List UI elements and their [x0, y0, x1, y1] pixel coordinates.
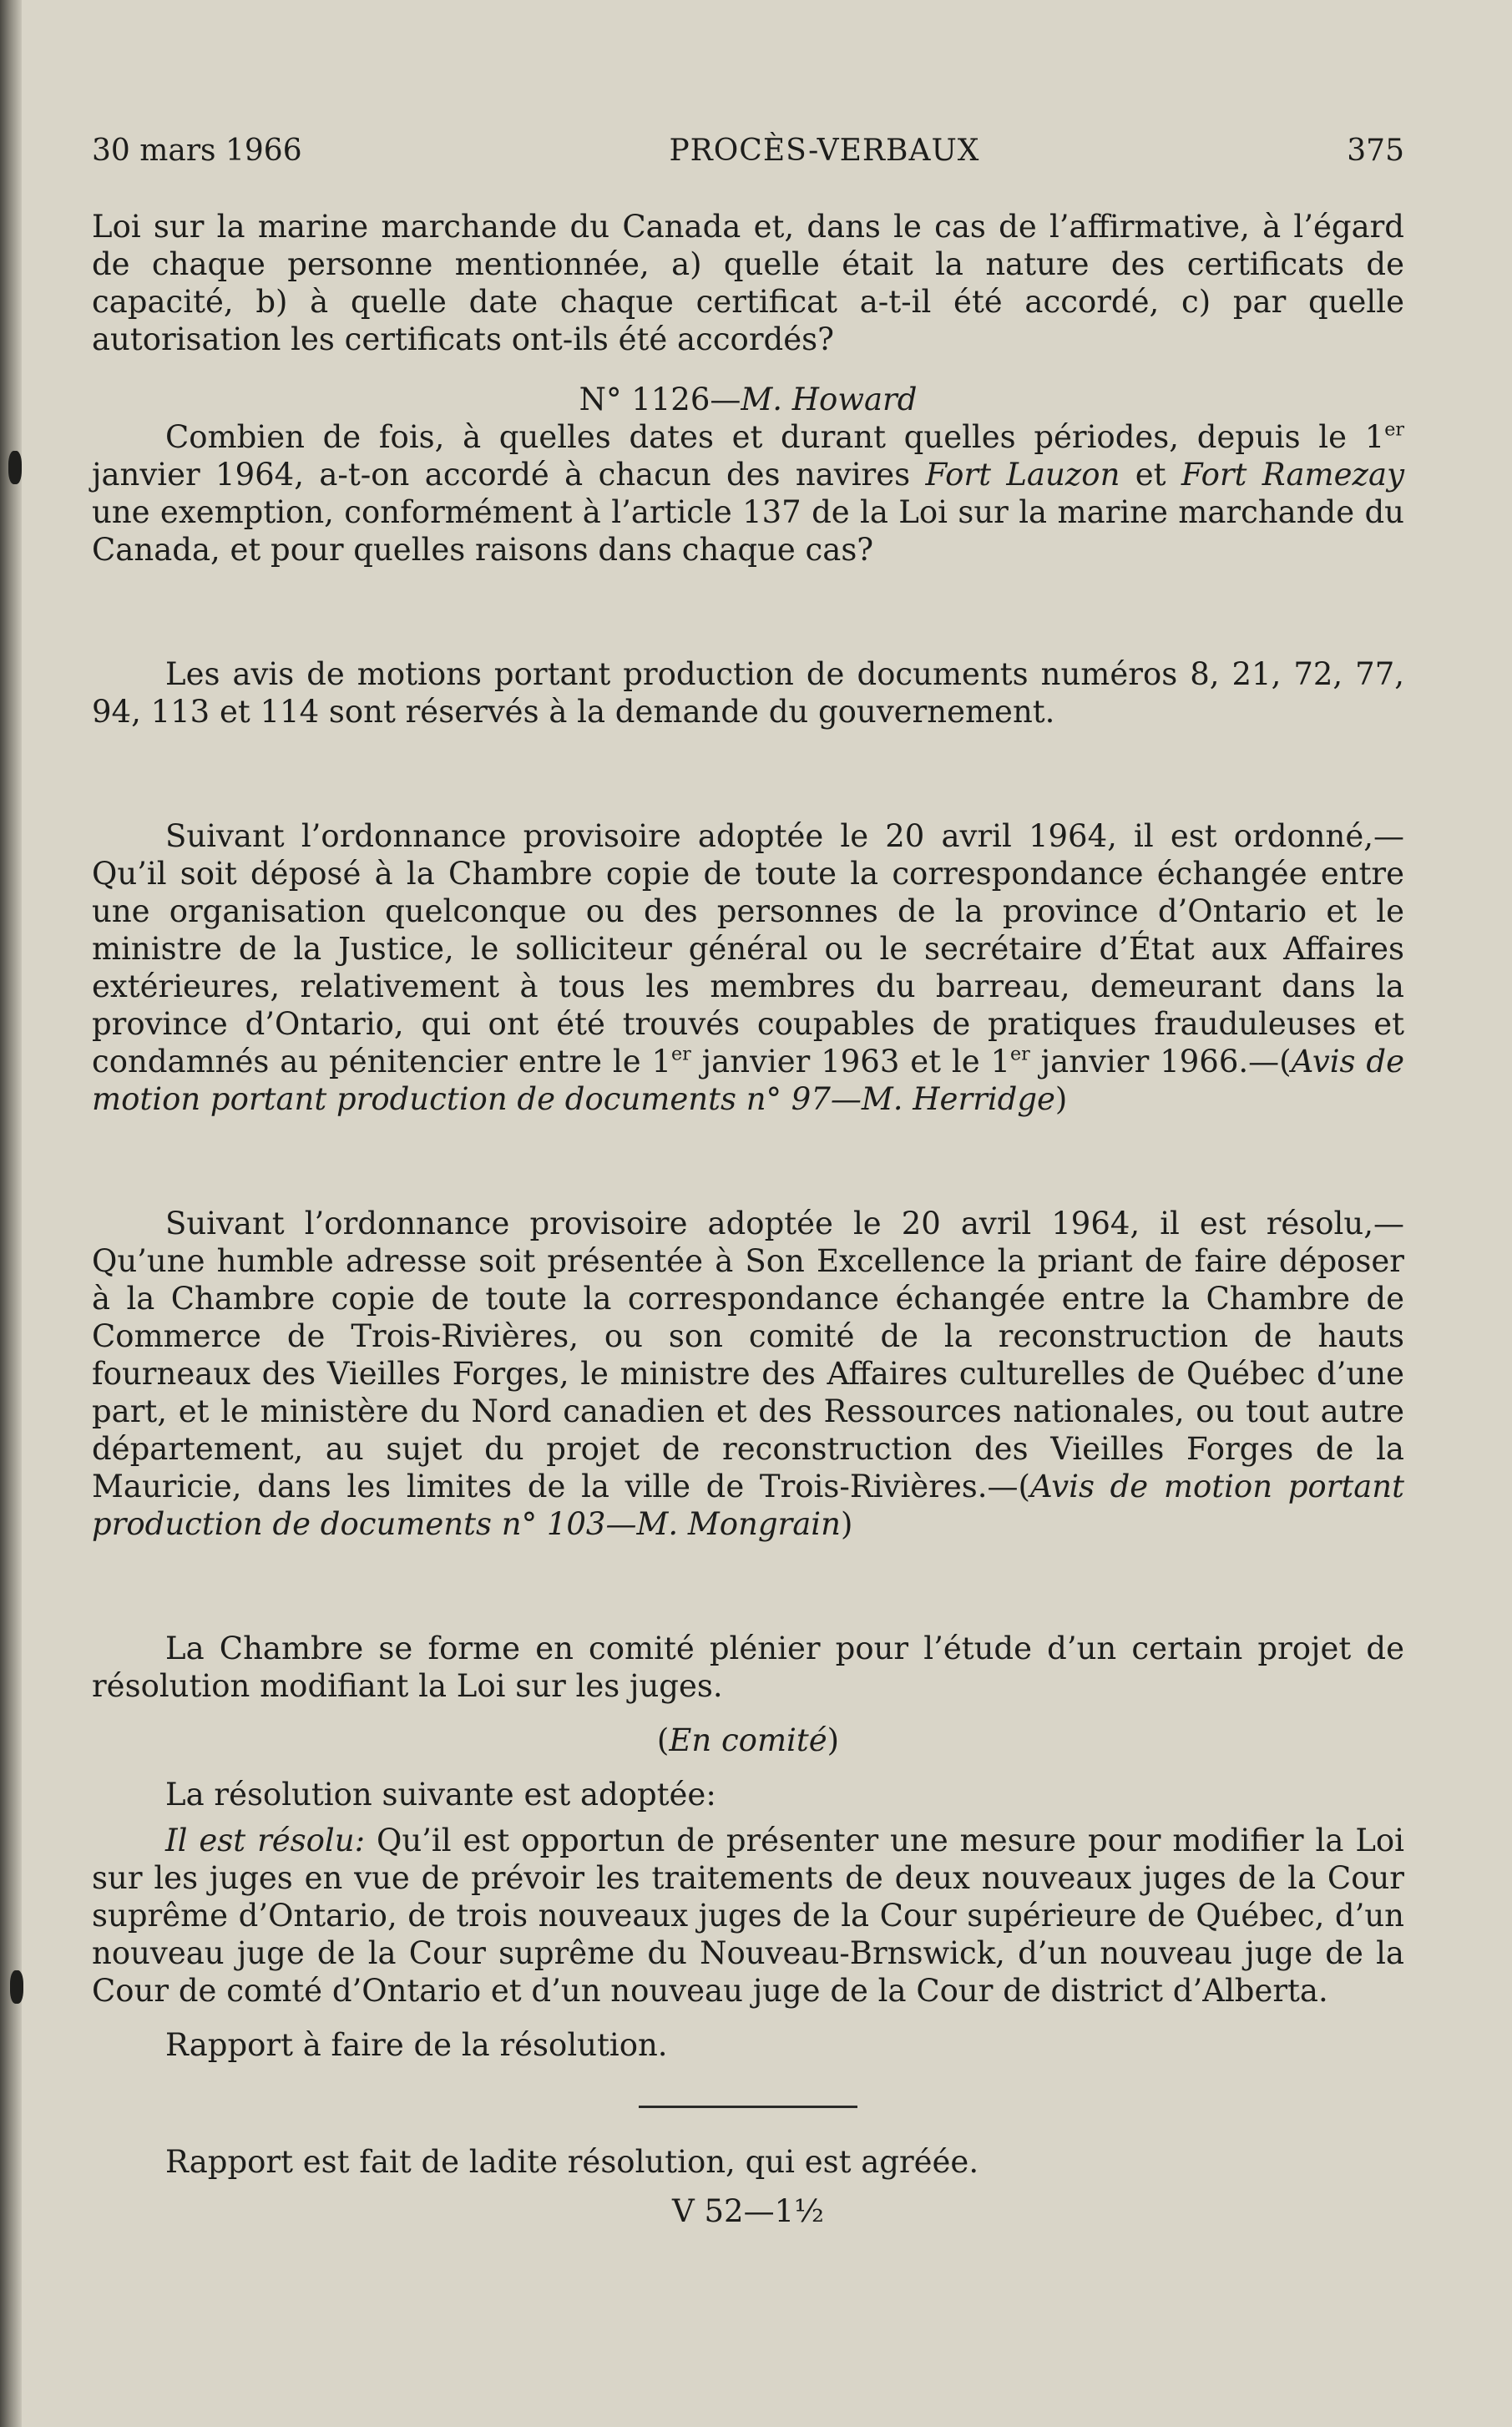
- ship-name: Fort Ramezay: [1181, 457, 1404, 493]
- question-text-part: Combien de fois, à quelles dates et durant quelles périodes, depuis le 1: [165, 419, 1385, 455]
- motion-reference: Avis de motion portant production de documents n° 103—M. Mongrain: [92, 1469, 1404, 1542]
- motion-reference: Avis de motion portant production de documents n° 97—M. Herridge: [92, 1044, 1404, 1117]
- document-page: [92, 132, 1404, 2230]
- paren: ): [840, 1506, 853, 1542]
- order-97-paragraph: [92, 817, 1404, 1118]
- order-text-part: janvier 1966.—: [1029, 1044, 1280, 1080]
- order-text-part: Suivant l’ordonnance provisoire adoptée le 20 avril 1964, il est résolu,—Qu’une humble adresse soit présentée à Son Excellence la priant de faire déposer à la Chambre copie de toute la correspondance échangée entre la Chambre de Commerce de Trois-Rivières, ou son comité de la reconstruction de hauts fourneaux des Vieilles Forges, le ministre des Affaires culturelles de Québec d’une part, et le ministère du Nord canadien et des Ressources nationales, ou tout autre département, au sujet du projet de reconstruction des Vieilles Forges de la Mauricie, dans les limites de la ville de Trois-Rivières.—: [92, 1206, 1404, 1504]
- paren: ): [827, 1722, 840, 1758]
- section-divider: [639, 2106, 857, 2108]
- committee-intro-paragraph: La Chambre se forme en comité plénier pour l’étude d’un certain projet de résolution modifiant la Loi sur les juges.: [92, 1631, 1404, 1704]
- question-author: M. Howard: [741, 382, 918, 417]
- question-text-part: janvier 1964, a-t-on accordé à chacun des navires: [92, 457, 926, 493]
- paren: (: [1018, 1469, 1030, 1504]
- binding-hole-top: [8, 451, 22, 484]
- book-spine-shadow: [0, 0, 22, 2427]
- ordinal-sup: er: [1384, 418, 1404, 441]
- resolution-text: Qu’il est opportun de présenter une mesure pour modifier la Loi sur les juges en vue de prévoir les traitements de deux nouveaux juges de la Cour suprême d’Ontario, de trois nouveaux juges de la Cour supérieure de Québec, d’un nouveau juge de la Cour suprême du Nouveau-Brnswick, d’un nouveau juge de la Cour de comté d’Ontario et d’un nouveau juge de la Cour de district d’Alberta.: [92, 1823, 1405, 2009]
- intro-paragraph: Loi sur la marine marchande du Canada et, dans le cas de l’affirmative, à l’égard de chaque personne mentionnée, a) quelle était la nature des certificats de capacité, b) à quelle date chaque certificat a-t-il été accordé, c) par quelle autorisation les certificats ont-ils été accordés?: [92, 209, 1404, 357]
- committee-heading-text: En comité: [669, 1722, 827, 1758]
- order-text-part: janvier 1963 et le 1: [690, 1044, 1011, 1080]
- reserved-notice-paragraph: Les avis de motions portant production de documents numéros 8, 21, 72, 77, 94, 113 et 114 sont réservés à la demande du gouvernement.: [92, 656, 1404, 730]
- question-1126-paragraph: [92, 418, 1404, 569]
- question-text-part: une exemption, conformément à l’article 137 de la Loi sur la marine marchande du Canada, et pour quelles raisons dans chaque cas?: [92, 494, 1404, 568]
- question-text-part: et: [1120, 457, 1181, 493]
- paren: (: [656, 1722, 670, 1758]
- resolved-label: Il est résolu:: [165, 1823, 366, 1858]
- paren: ): [1054, 1081, 1068, 1117]
- paren: (: [1279, 1044, 1292, 1080]
- report-to-make-line: Rapport à faire de la résolution.: [165, 2027, 668, 2063]
- question-number: N° 1126: [579, 382, 710, 417]
- header-title: PROCÈS-VERBAUX: [669, 134, 980, 168]
- order-text-part: Suivant l’ordonnance provisoire adoptée le 20 avril 1964, il est ordonné,—Qu’il soit déposé à la Chambre copie de toute la correspondance échangée entre une organisation quelconque ou des personnes de la province d’Ontario et le ministre de la Justice, le solliciteur général ou le secrétaire d’État aux Affaires extérieures, relativement à tous les membres du barreau, demeurant dans la province d’Ontario, qui ont été trouvés coupables de pratiques frauduleuses et condamnés au pénitencier entre le 1: [92, 818, 1404, 1080]
- header-date: 30 mars 1966: [92, 134, 302, 168]
- signature-mark: V 52—1½: [672, 2193, 824, 2229]
- question-heading: [92, 381, 1404, 418]
- running-header: [92, 132, 1404, 169]
- question-dash: —: [710, 382, 741, 417]
- report-made-line: Rapport est fait de ladite résolution, qui est agréée.: [165, 2144, 979, 2180]
- committee-heading: [92, 1722, 1404, 1759]
- resolution-paragraph: [92, 1822, 1404, 2010]
- ordinal-sup: er: [1010, 1043, 1030, 1065]
- resolution-adopted-line: La résolution suivante est adoptée:: [165, 1777, 716, 1813]
- order-103-paragraph: [92, 1205, 1404, 1543]
- ordinal-sup: er: [671, 1043, 691, 1065]
- ship-name: Fort Lauzon: [925, 457, 1120, 493]
- binding-hole-bottom: [10, 1970, 23, 2004]
- page-number: 375: [1347, 134, 1404, 168]
